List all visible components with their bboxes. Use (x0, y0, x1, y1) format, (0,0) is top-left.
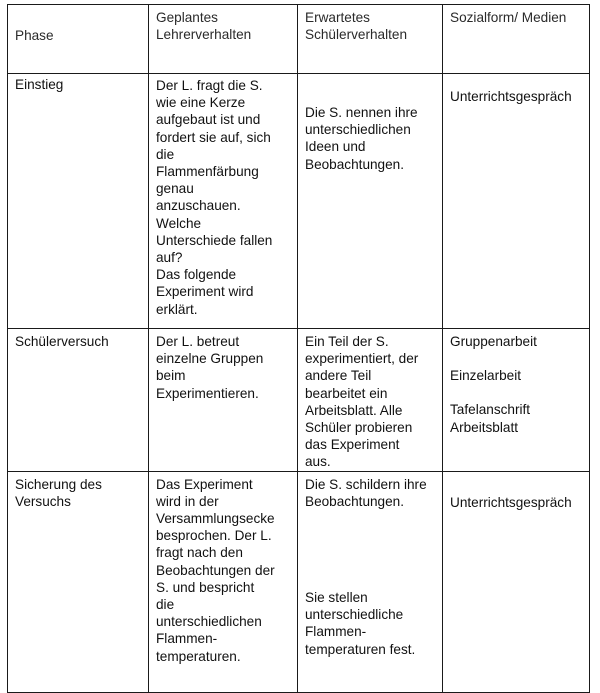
media-gap (450, 350, 585, 367)
table-header-row (8, 5, 590, 74)
teacher-line: fordert sie auf, sich (156, 129, 271, 145)
teacher-line: Experiment wird (156, 284, 254, 300)
student-line: andere Teil (305, 368, 372, 384)
phase-cell (8, 329, 149, 472)
teacher-line: besprochen. Der L. (156, 528, 272, 544)
student-line: Ein Teil der S. (305, 334, 389, 349)
teacher-line: einzelne Gruppen (156, 351, 264, 367)
teacher-line: beim (156, 368, 186, 384)
teacher-line: die (156, 146, 175, 162)
teacher-cell (149, 329, 298, 472)
phase-label: Versuchs (15, 493, 71, 509)
teacher-cell (149, 74, 298, 329)
header-teacher-line: Lehrerverhalten (156, 27, 252, 42)
teacher-line: Welche (156, 215, 202, 231)
teacher-line: S. und bespricht (156, 579, 255, 595)
media-cell (443, 74, 590, 329)
teacher-line: temperaturen. (156, 648, 241, 664)
student-line: Arbeitsblatt. Alle (305, 402, 403, 418)
teacher-line: Versammlungsecke (156, 511, 275, 527)
media-cell (443, 329, 590, 472)
teacher-line: anzuschauen. (156, 198, 241, 214)
header-media-line: Medien (521, 10, 567, 25)
student-cell (298, 74, 443, 329)
student-line: Beobachtungen. (305, 493, 405, 509)
student-line: aus. (305, 454, 331, 470)
teacher-line: auf? (156, 250, 183, 266)
student-line: experimentiert, der (305, 351, 419, 367)
teacher-line: wie eine Kerze (156, 95, 246, 111)
teacher-line: Flammenfärbung (156, 164, 259, 180)
media-line: Unterrichtsgespräch (450, 89, 572, 104)
teacher-line: erklärt. (156, 301, 198, 317)
student-line: Schüler probieren (305, 420, 413, 436)
student-line: Flammen- (305, 624, 367, 640)
teacher-line: Das Experiment (156, 476, 253, 492)
header-teacher-line: Geplantes (156, 10, 218, 25)
table-row (8, 471, 590, 692)
teacher-line: fragt nach den (156, 545, 243, 561)
student-line: temperaturen fest. (305, 641, 416, 657)
student-line: unterschiedlichen (305, 122, 411, 138)
teacher-line: genau (156, 181, 194, 197)
student-line: unterschiedliche (305, 607, 404, 623)
student-line: Beobachtungen. (305, 156, 405, 172)
teacher-line: Das folgende (156, 267, 237, 283)
media-cell (443, 471, 590, 692)
header-student-line: Schülerverhalten (305, 27, 408, 42)
teacher-line: Beobachtungen der (156, 562, 275, 578)
teacher-line: die (156, 597, 175, 613)
header-phase-label: Phase (15, 28, 54, 43)
teacher-line: aufgebaut ist und (156, 112, 261, 128)
media-gap (450, 384, 585, 401)
header-media-line: Sozialform/ (450, 10, 518, 25)
phase-cell (8, 74, 149, 329)
header-student-line: Erwartetes (305, 10, 370, 25)
media-line: Tafelanschrift (450, 402, 531, 418)
table-row (8, 74, 590, 329)
student-line: bearbeitet ein (305, 385, 388, 401)
teacher-line: Flammen- (156, 631, 218, 647)
teacher-cell (149, 471, 298, 692)
table-row (8, 329, 590, 472)
student-line: Ideen und (305, 139, 366, 155)
media-line: Arbeitsblatt (450, 419, 519, 435)
phase-label: Sicherung des (15, 476, 102, 492)
media-line: Unterrichtsgespräch (450, 494, 572, 510)
phase-label: Einstieg (15, 77, 64, 92)
student-line: das Experiment (305, 437, 400, 453)
lesson-plan-table (7, 4, 590, 693)
student-line: Die S. nennen ihre (305, 105, 418, 120)
student-line: Sie stellen (305, 590, 368, 606)
teacher-line: Der L. betreut (156, 334, 240, 349)
phase-label: Schülerversuch (15, 334, 109, 349)
student-cell (298, 471, 443, 692)
phase-cell (8, 471, 149, 692)
media-line: Einzelarbeit (450, 368, 522, 384)
media-line: Gruppenarbeit (450, 334, 537, 349)
teacher-line: unterschiedlichen (156, 614, 262, 630)
header-media (443, 5, 590, 74)
teacher-line: wird in der (156, 493, 219, 509)
student-gap (305, 510, 438, 589)
header-student (298, 5, 443, 74)
header-phase (8, 5, 149, 74)
header-teacher (149, 5, 298, 74)
teacher-line: Experimentieren. (156, 385, 259, 401)
student-cell (298, 329, 443, 472)
teacher-line: Der L. fragt die S. (156, 78, 263, 93)
teacher-line: Unterschiede fallen (156, 232, 273, 248)
student-line: Die S. schildern ihre (305, 476, 427, 492)
